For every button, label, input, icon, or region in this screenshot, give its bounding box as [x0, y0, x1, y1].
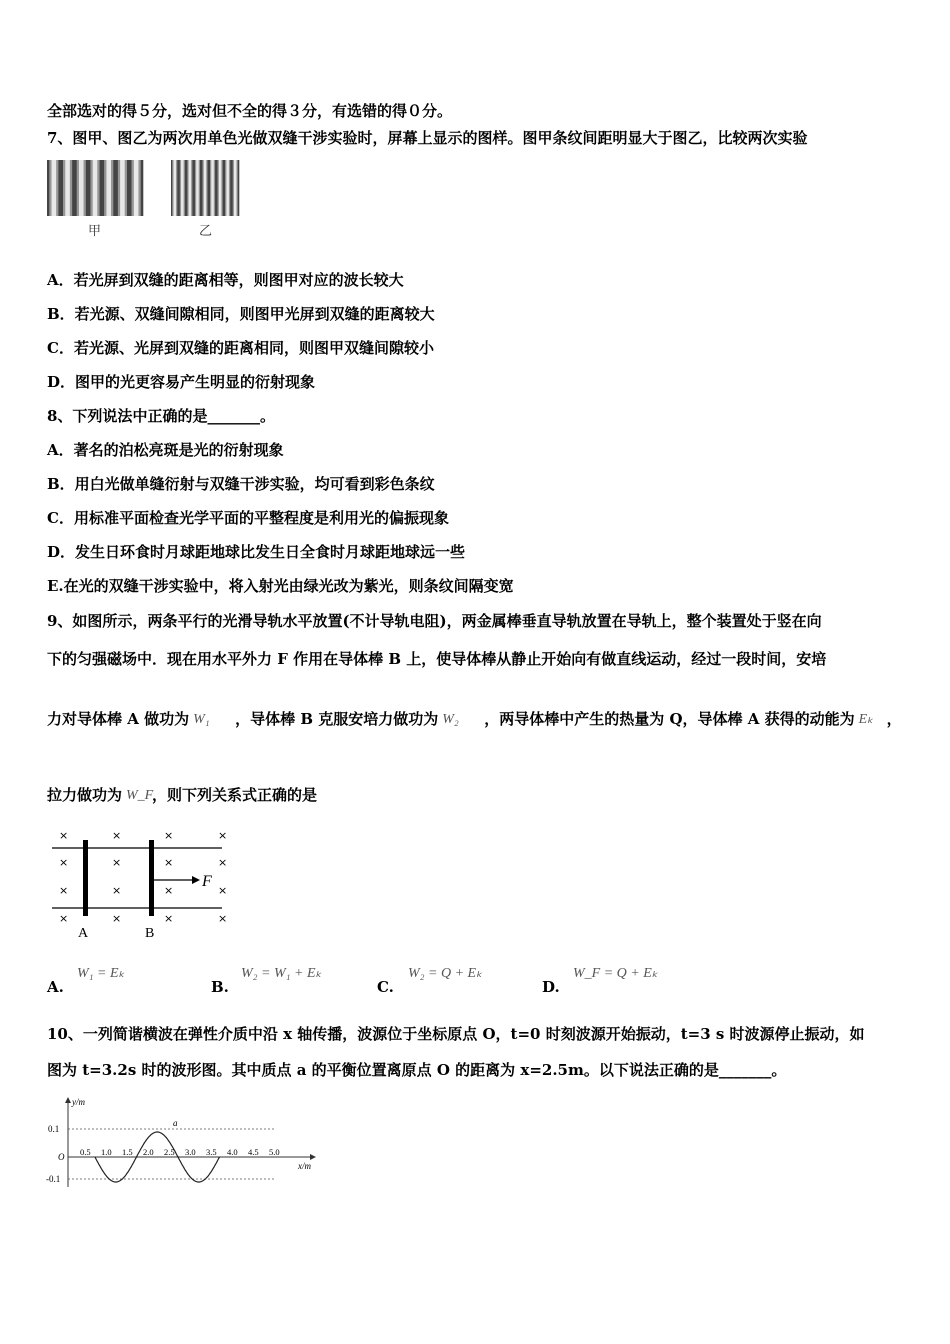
q9-line3-part-b: ，导体棒 B 克服安培力做功为 [235, 710, 439, 728]
x-tick-label: 4.5 [248, 1147, 259, 1157]
field-cross: × [112, 829, 122, 842]
field-cross: × [218, 856, 228, 869]
field-cross: × [112, 856, 122, 869]
q10-stem-line1: 10、一列简谐横波在弹性介质中沿 x 轴传播，波源位于坐标原点 O，t=0 时刻波源开始振动，t=3 s 时波源停止振动，如 [47, 1025, 865, 1043]
q9-line3-part-a: 力对导体棒 A 做功为 [47, 710, 190, 728]
field-cross: × [59, 884, 69, 897]
q9-option-c-letter: C. [377, 978, 394, 996]
q9-circuit-figure [52, 826, 252, 946]
point-a-label: a [173, 1118, 178, 1128]
q7-fringe-figure [47, 158, 247, 223]
field-cross: × [218, 912, 228, 925]
x-tick-label: 3.5 [206, 1147, 217, 1157]
field-cross: × [218, 829, 228, 842]
y-tick-neg: -0.1 [46, 1174, 61, 1184]
symbol-w1: W₁ [193, 712, 210, 727]
q8-option-d: D．发生日环食时月球距地球比发生日全食时月球距地球远一些 [47, 543, 466, 561]
q10-wave-graph [44, 1095, 324, 1195]
q8-option-a: A．著名的泊松亮斑是光的衍射现象 [47, 441, 284, 459]
q9-option-c-formula: W₂ = Q + Eₖ [408, 966, 483, 981]
q7-option-a: A．若光屏到双缝的距离相等，则图甲对应的波长较大 [47, 271, 404, 289]
q9-option-a-letter: A. [47, 978, 64, 996]
symbol-ek: Eₖ [858, 712, 874, 727]
q9-line4-part-b: ，则下列关系式正确的是 [152, 786, 318, 804]
field-cross: × [59, 829, 69, 842]
x-tick-label: 1.5 [122, 1147, 133, 1157]
q9-stem-line2: 下的匀强磁场中．现在用水平外力 F 作用在导体棒 B 上，使导体棒从静止开始向有做直线运动，经过一段时间，安培 [47, 650, 827, 668]
y-tick-pos: 0.1 [48, 1124, 60, 1134]
q9-line4-part-a: 拉力做功为 [47, 786, 123, 804]
q7-fig-label-b: 乙 [199, 224, 213, 239]
symbol-wf: W_F [126, 788, 154, 803]
x-tick-label: 3.0 [185, 1147, 196, 1157]
q7-option-b: B．若光源、双缝间隙相同，则图甲光屏到双缝的距离较大 [47, 305, 435, 323]
symbol-w2: W₂ [442, 712, 459, 727]
q9-option-d-letter: D. [542, 978, 560, 996]
q7-fig-label-a: 甲 [88, 224, 102, 239]
q9-option-b-formula: W₂ = W₁ + Eₖ [241, 966, 322, 981]
field-cross: × [112, 884, 122, 897]
q7-stem: 7、图甲、图乙为两次用单色光做双缝干涉实验时，屏幕上显示的图样。图甲条纹间距明显大于图乙，比较两次实验 [47, 129, 808, 147]
q8-option-c: C．用标准平面检查光学平面的平整程度是利用光的偏振现象 [47, 509, 449, 527]
x-tick-label: 4.0 [227, 1147, 238, 1157]
q7-option-d: D．图甲的光更容易产生明显的衍射现象 [47, 373, 316, 391]
x-tick-label: 2.0 [143, 1147, 154, 1157]
field-cross: × [112, 912, 122, 925]
q8-option-e: E.在光的双缝干涉实验中，将入射光由绿光改为紫光，则条纹间隔变宽 [47, 577, 514, 595]
bar-a-label: A [78, 926, 89, 941]
x-tick-label: 0.5 [80, 1147, 91, 1157]
q9-option-a-formula: W₁ = Eₖ [77, 966, 125, 981]
y-axis-label: y/m [72, 1097, 85, 1107]
q8-stem: 8、下列说法中正确的是_______。 [47, 407, 275, 425]
x-tick-label: 1.0 [101, 1147, 112, 1157]
field-cross: × [164, 829, 174, 842]
force-label: F [202, 873, 212, 890]
q7-option-c: C．若光源、光屏到双缝的距离相同，则图甲双缝间隙较小 [47, 339, 434, 357]
q9-option-b-letter: B. [211, 978, 229, 996]
field-cross: × [59, 912, 69, 925]
q9-stem-line4 [47, 785, 317, 805]
x-tick-label: 5.0 [269, 1147, 280, 1157]
q9-line3-part-c: ，两导体棒中产生的热量为 Q，导体棒 A 获得的动能为 [484, 710, 855, 728]
field-cross: × [164, 912, 174, 925]
field-cross: × [164, 856, 174, 869]
q9-line3-part-d: ， [886, 710, 902, 728]
q8-option-b: B．用白光做单缝衍射与双缝干涉实验，均可看到彩色条纹 [47, 475, 435, 493]
field-cross: × [59, 856, 69, 869]
q10-stem-line2: 图为 t=3.2s 时的波形图。其中质点 a 的平衡位置离原点 O 的距离为 x=2.5m。以下说法正确的是_______。 [47, 1061, 787, 1079]
x-axis-label: x/m [298, 1161, 311, 1171]
origin-label: O [58, 1152, 65, 1162]
q9-stem-line3 [47, 709, 902, 729]
bar-b-label: B [145, 926, 155, 941]
q9-stem-line1: 9、如图所示，两条平行的光滑导轨水平放置(不计导轨电阻)，两金属棒垂直导轨放置在导轨上，整个装置处于竖在向 [47, 612, 822, 630]
x-tick-label: 2.5 [164, 1147, 175, 1157]
intro-text: 全部选对的得５分，选对但不全的得３分，有选错的得０分。 [47, 102, 453, 120]
q9-option-d-formula: W_F = Q + Eₖ [573, 966, 658, 981]
field-cross: × [164, 884, 174, 897]
field-cross: × [218, 884, 228, 897]
